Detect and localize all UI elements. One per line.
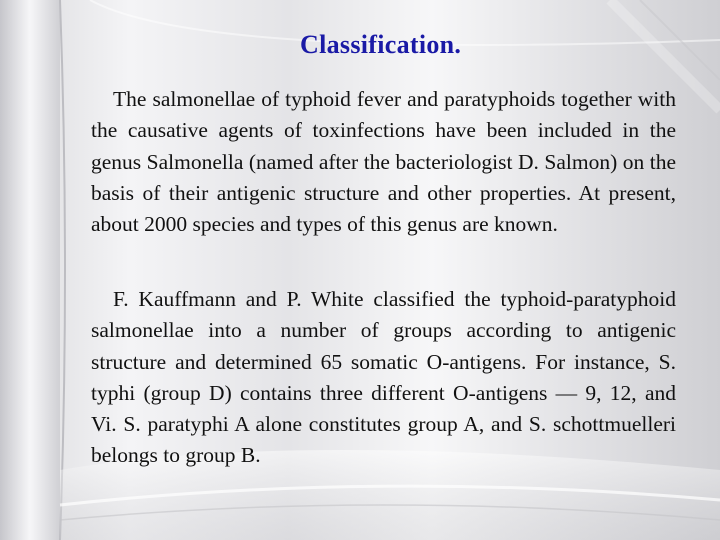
paragraph-2: F. Kauffmann and P. White classified the typhoid-paratyphoid salmonellae into a number of groups according to antigenic structure and determined 65 somatic O-antigens. For instance, S. typhi (group D) contains three different O-antigens — 9, 12, and Vi. S. paratyphi A alone constitutes group A, and S. schottmuelleri belongs to group B. xyxy=(91,287,676,468)
paragraph-1: The salmonellae of typhoid fever and paratyphoids together with the causative agents of toxinfections have been included in the genus Salmonella (named after the bacteriologist D. Salmon) on the basis of their antigenic structure and other properties. At present, about 2000 species and types of this genus are known. xyxy=(91,87,676,237)
slide-title: Classification. xyxy=(300,30,462,59)
